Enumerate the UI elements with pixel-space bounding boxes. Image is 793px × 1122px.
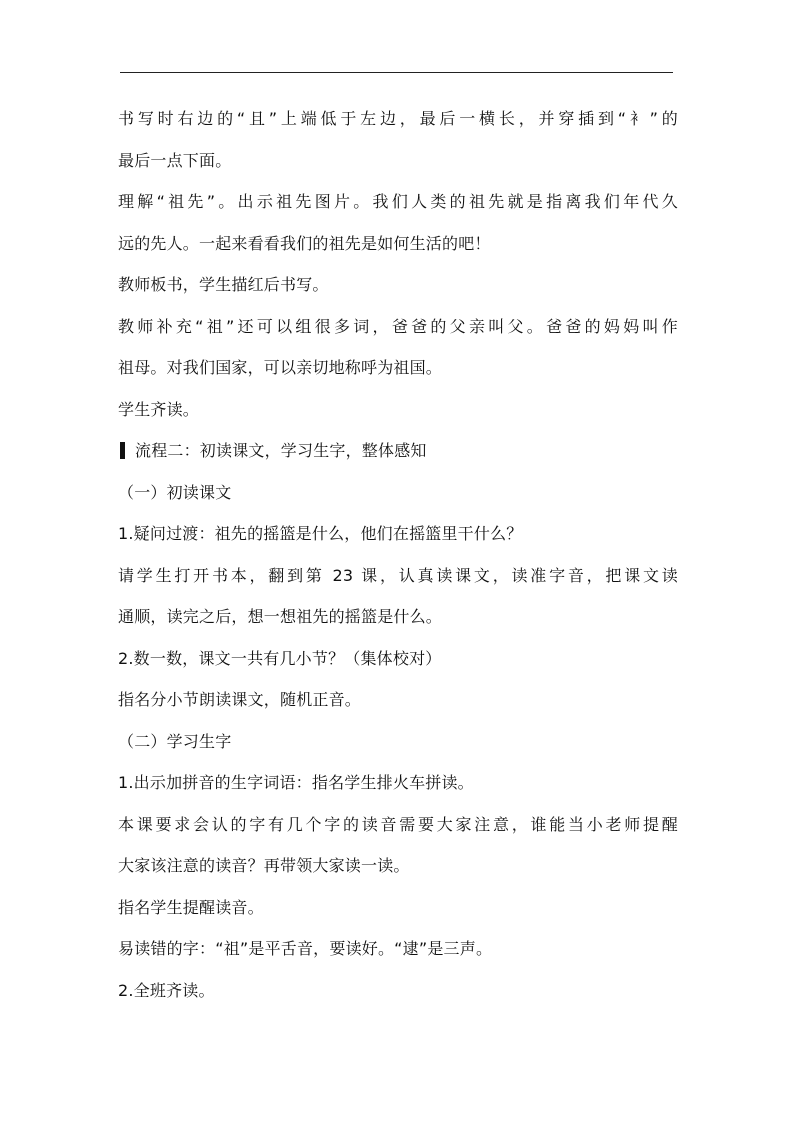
paragraph-line: 学生齐读。 — [118, 399, 200, 419]
heading-bar-icon — [120, 442, 125, 459]
header-rule — [120, 72, 673, 73]
paragraph-line: 指名学生提醒读音。 — [118, 897, 264, 917]
paragraph-line: 本课要求会认的字有几个字的读音需要大家注意，谁能当小老师提醒 — [118, 814, 678, 834]
paragraph-line: 远的先人。一起来看看我们的祖先是如何生活的吧！ — [118, 233, 491, 253]
paragraph-line: 指名分小节朗读课文，随机正音。 — [118, 690, 362, 709]
paragraph-line: 2.数一数，课文一共有几小节？（集体校对） — [118, 648, 442, 668]
section-heading — [118, 430, 678, 472]
paragraph-line: 理解“祖先”。出示祖先图片。我们人类的祖先就是指离我们年代久 — [118, 192, 678, 211]
subsection-heading: （一）初读课文 — [118, 482, 232, 502]
paragraph-line: 2.全班齐读。 — [118, 980, 215, 1000]
paragraph-line: 通顺，读完之后，想一想祖先的摇篮是什么。 — [118, 607, 443, 626]
paragraph-line: 大家该注意的读音？再带领大家读一读。 — [118, 856, 410, 875]
paragraph-line: 书写时右边的“且”上端低于左边，最后一横长，并穿插到“衤”的 — [118, 109, 678, 128]
paragraph-line: 易读错的字：“祖”是平舌音，要读好。“逮”是三声。 — [118, 939, 493, 958]
paragraph-line: 1.出示加拼音的生字词语：指名学生排火车拼读。 — [118, 773, 474, 792]
paragraph-line: 最后一点下面。 — [118, 150, 232, 170]
paragraph-line: 教师板书，学生描红后书写。 — [118, 275, 329, 294]
paragraph-line: 教师补充“祖”还可以组很多词，爸爸的父亲叫父。爸爸的妈妈叫作 — [118, 316, 678, 336]
document-body — [118, 98, 678, 1011]
paragraph-line: 请学生打开书本，翻到第 23 课，认真读课文，读准字音，把课文读 — [118, 565, 678, 585]
paragraph-line: 祖母。对我们国家，可以亲切地称呼为祖国。 — [118, 358, 443, 377]
section-heading-text: 流程二：初读课文，学习生字，整体感知 — [135, 441, 427, 460]
paragraph-line: 1.疑问过渡：祖先的摇篮是什么，他们在摇篮里干什么？ — [118, 524, 523, 543]
subsection-heading: （二）学习生字 — [118, 731, 232, 751]
